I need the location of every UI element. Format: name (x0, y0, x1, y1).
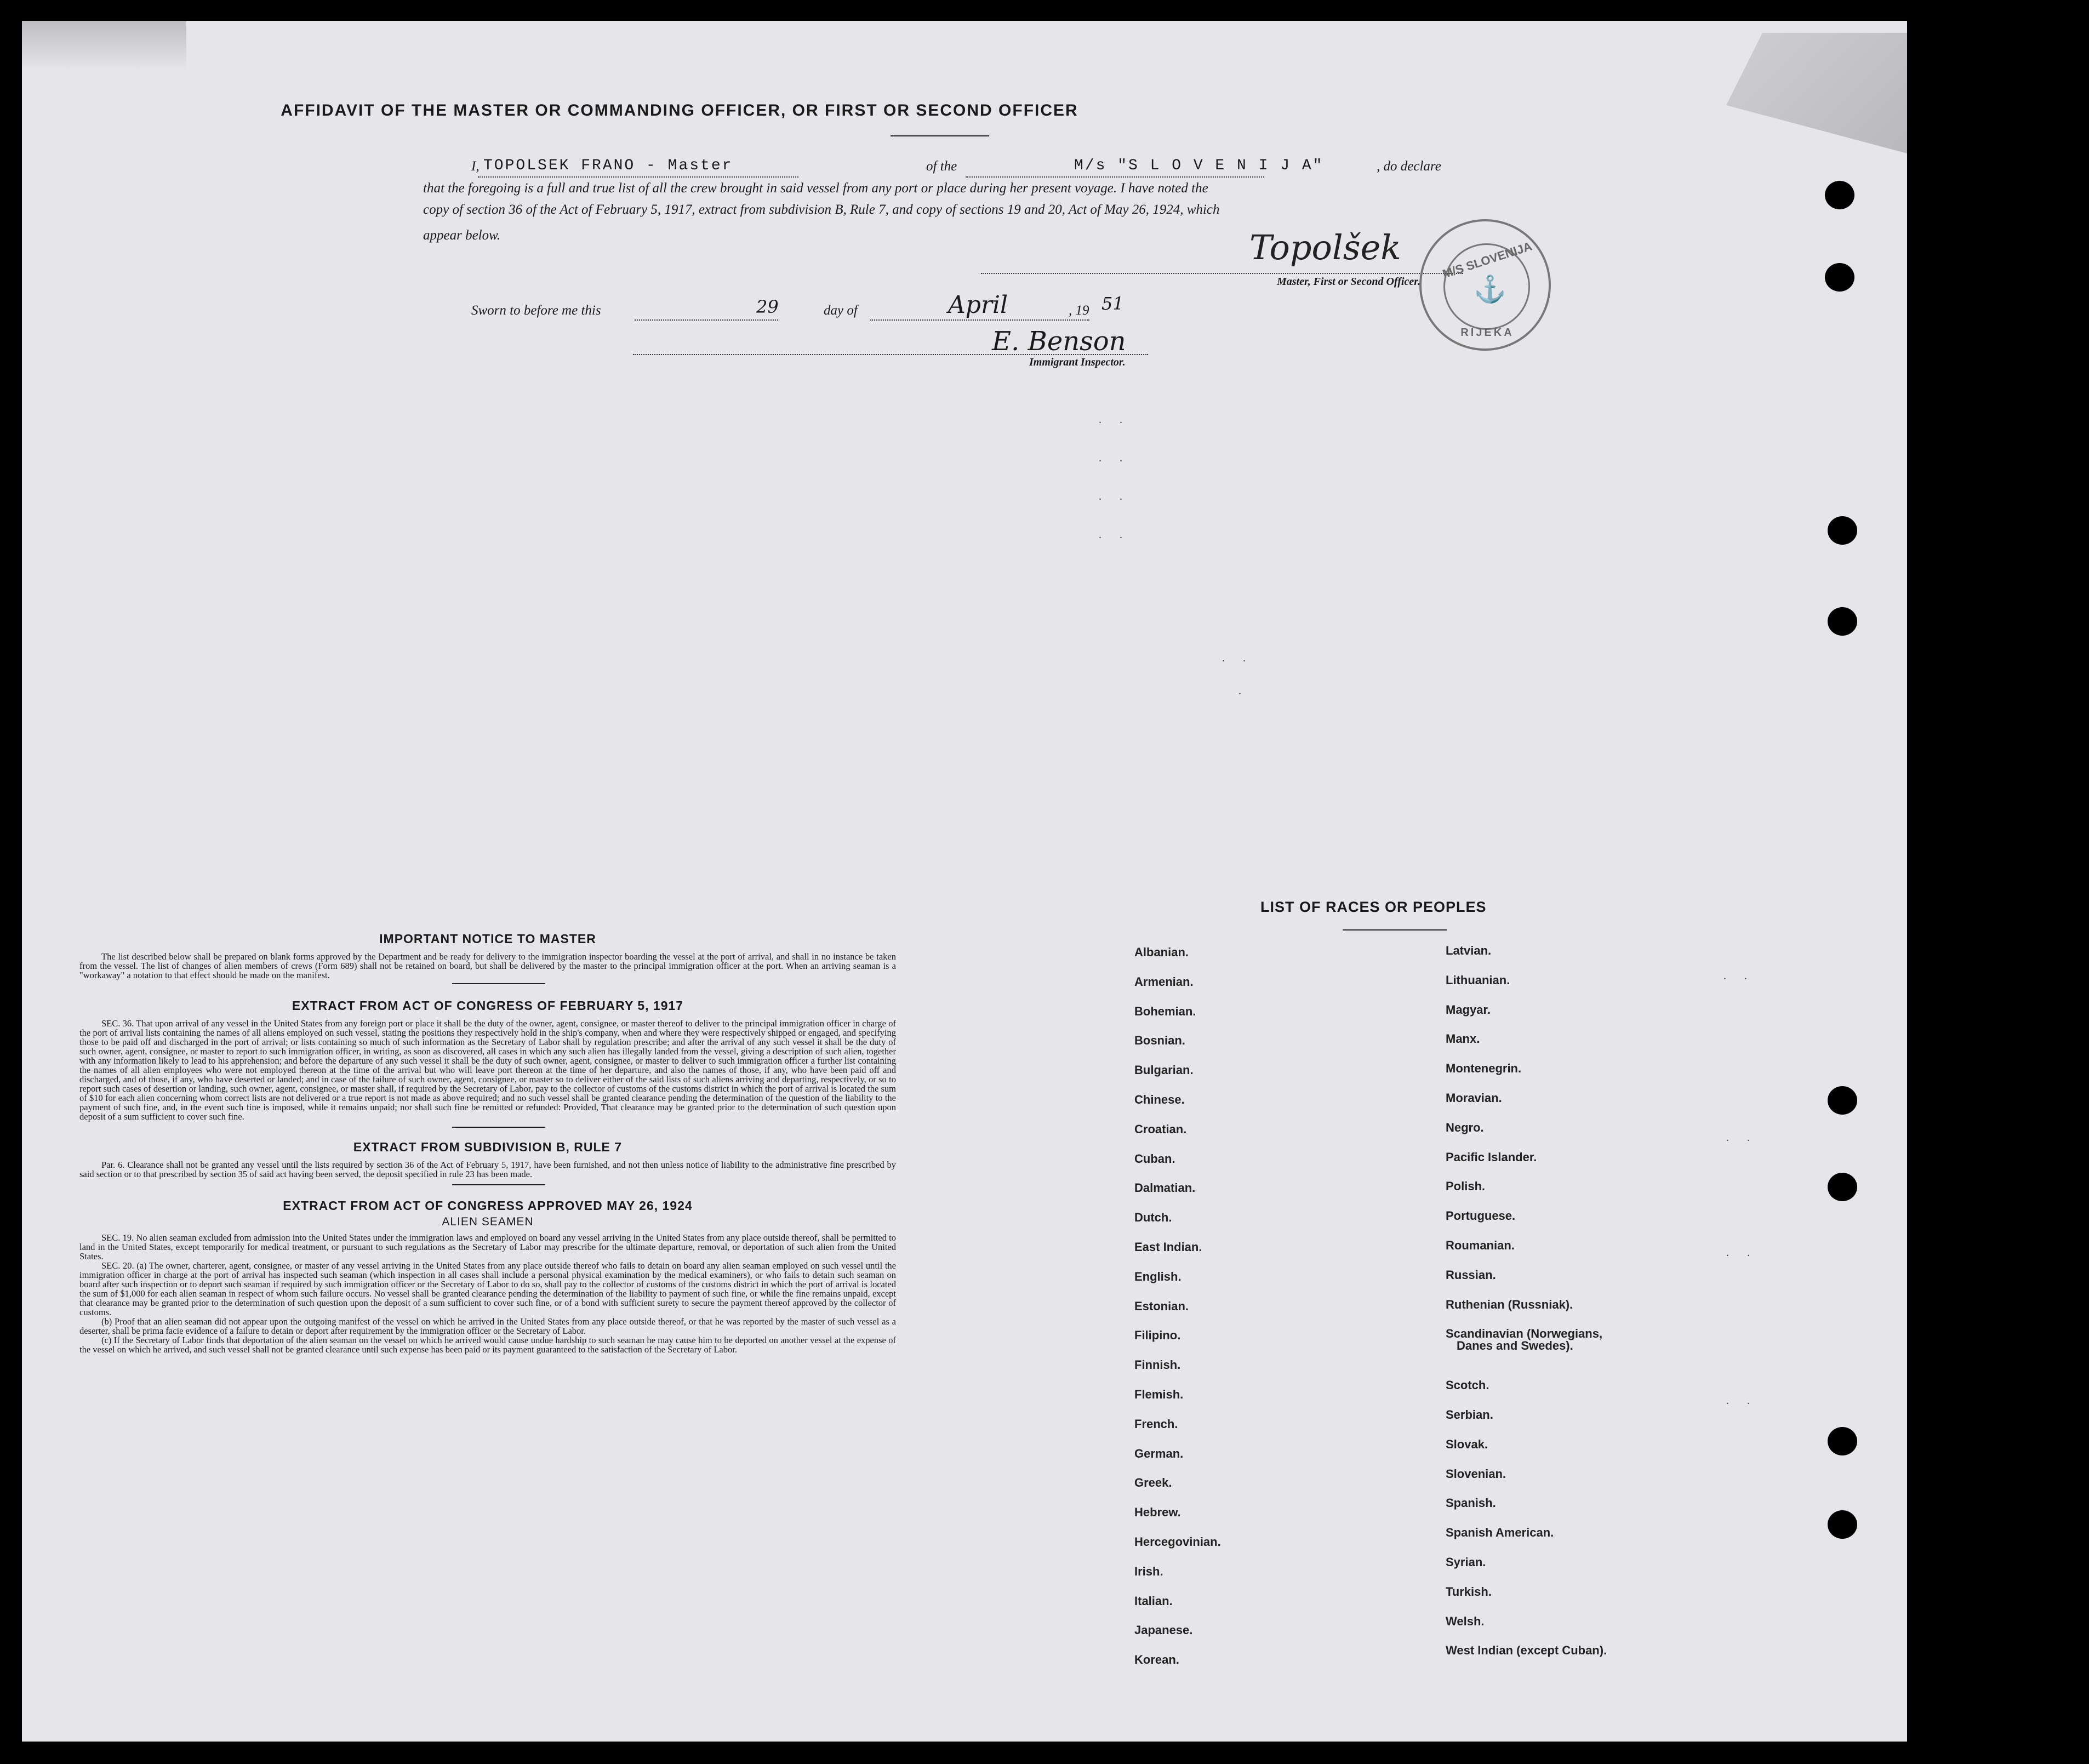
race-item: Polish. (1446, 1179, 1486, 1194)
sec36-body: SEC. 36. That upon arrival of any vessel in the United States from any foreign port or place it shall be the duty of the owner, agent, consignee, or master thereof to deliver to the principal immigration officer in charge of the port of arrival lists containing the names of all aliens employed on such vessel, stating the positions they respectively hold in the ship's company, when and where they were respectively shipped or engaged, and specifying those to be paid off and discharged in the port of arrival; or lists containing so much of such information as the Secretary of Labor shall by regulation prescribe; and after the arrival of any such vessel it shall be the duty of such owner, agent, consignee, or master to report to such immigration officer, in writing, as soon as discovered, all cases in which any such alien has illegally landed from the vessel, giving a description of such alien, together with any information likely to lead to his apprehension; and before the departure of any such vessel it shall be the duty of such owner, agent, consignee, or master to deliver to such immigration officer a further list containing the names of all alien employees who were not employed thereon at the time of the arrival but who will leave port thereon at the time of her departure, and also the names of those, if any, who have been paid off and discharged, and of those, if any, who have deserted or landed; and in case of the failure of such owner, agent, consignee, or master so to deliver either of the said lists of such aliens arriving and departing, respectively, or so to report such cases of desertion or landing, such owner, agent, consignee, or master shall, if required by the Secretary of Labor, pay to the collector of customs of the customs district in which the port of arrival is located the sum of $10 for each alien concerning whom correct lists are not delivered or a true report is not made as above required; and no such vessel shall be granted clearance pending the determination of the question of the liability to the payment of such fine, and, in the event such fine is imposed, while it remains unpaid; nor shall such fine be remitted or refunded: Provided, That clearance may be granted prior to the determination of such question upon deposit of a sum sufficient to cover such fine. (79, 1018, 896, 1122)
races-title: LIST OF RACES OR PEOPLES (1260, 899, 1487, 915)
notice-section (79, 932, 896, 1354)
affidavit-title: AFFIDAVIT OF THE MASTER OR COMMANDING OFFICER, OR FIRST OR SECOND OFFICER (281, 101, 1078, 119)
act1924-title: EXTRACT FROM ACT OF CONGRESS APPROVED MAY 26, 1924 (283, 1198, 693, 1213)
page-shadow (22, 21, 186, 70)
stray-marks: . . (1099, 452, 1130, 464)
race-item: Bulgarian. (1134, 1063, 1194, 1077)
sworn-line (471, 291, 1184, 325)
race-item: Finnish. (1134, 1358, 1181, 1372)
race-item: English. (1134, 1269, 1182, 1283)
of-the-label: of the (926, 159, 957, 174)
race-item: German. (1134, 1446, 1184, 1460)
race-item: Dutch. (1134, 1211, 1172, 1225)
race-item: Estonian. (1134, 1299, 1189, 1313)
race-item: Cuban. (1134, 1151, 1175, 1166)
sec36-title: EXTRACT FROM ACT OF CONGRESS OF FEBRUARY 5, 1917 (292, 998, 684, 1013)
race-item: Flemish. (1134, 1388, 1184, 1401)
race-item: Scotch. (1446, 1378, 1489, 1392)
stray-marks: . . (1099, 414, 1130, 426)
race-item: French. (1134, 1417, 1178, 1431)
inspector-caption: Immigrant Inspector. (1029, 356, 1126, 368)
sec36-divider (452, 1127, 545, 1128)
race-item: Montenegrin. (1446, 1061, 1522, 1076)
sec19-body: SEC. 19. No alien seaman excluded from admission into the United States under the immigration laws and employed on board any vessel arriving in the United States from any place outside thereof, shall be permitted to land in the United States, except temporarily for medical treatment, or pursuant to such regulations as the Secretary of Labor may prescribe for the ultimate departure, removal, or deportation of such alien from the United States. (79, 1232, 896, 1261)
race-item: Croatian. (1134, 1122, 1187, 1136)
stray-marks: . . (1726, 1395, 1757, 1407)
race-item: Scandinavian (Norwegians, (1446, 1327, 1603, 1341)
race-item: Negro. (1446, 1120, 1484, 1134)
notice-title: IMPORTANT NOTICE TO MASTER (379, 932, 596, 946)
race-item: Spanish. (1446, 1496, 1496, 1510)
race-item: Hebrew. (1134, 1505, 1181, 1520)
race-item: Bohemian. (1134, 1004, 1196, 1018)
race-item: Manx. (1446, 1032, 1480, 1046)
binder-hole (1828, 1510, 1857, 1539)
sworn-day: 29 (756, 296, 779, 317)
stray-marks: . . (1723, 970, 1755, 982)
sworn-year: 51 (1101, 293, 1124, 314)
race-item: Roumanian. (1446, 1238, 1515, 1252)
race-item: East Indian. (1134, 1240, 1202, 1254)
affidavit-line2: that the foregoing is a full and true list of all the crew brought in said vessel from any port or place during her present voyage. I have noted the (423, 181, 1208, 196)
sworn-prefix: Sworn to before me this (471, 303, 601, 318)
binder-hole (1828, 1427, 1857, 1455)
race-item: Syrian. (1446, 1555, 1486, 1569)
ship-stamp (1419, 219, 1551, 351)
vessel-name-dotted-line (966, 176, 1264, 178)
year-prefix: , 19 (1069, 303, 1089, 318)
race-item: Dalmatian. (1134, 1181, 1196, 1195)
notice-divider (452, 983, 545, 984)
master-name-field: TOPOLSEK FRANO - Master (483, 157, 733, 174)
race-item: Japanese. (1134, 1623, 1193, 1637)
day-of-label: day of (824, 303, 858, 318)
stray-marks: . . (1222, 652, 1253, 664)
ruleb-title: EXTRACT FROM SUBDIVISION B, RULE 7 (353, 1140, 623, 1154)
race-item: Korean. (1134, 1653, 1179, 1667)
races-title-underline (1343, 929, 1447, 930)
race-item: Danes and Swedes). (1457, 1339, 1573, 1352)
race-item: Lithuanian. (1446, 973, 1510, 987)
anchor-icon: ⚓ (1474, 275, 1506, 304)
binder-hole (1828, 516, 1857, 545)
sworn-month: April (948, 291, 1008, 319)
master-name-dotted-line (478, 176, 798, 178)
inspector-signature: E. Benson (992, 326, 1126, 357)
stamp-ship-name: M/S SLOVENIJA (1441, 239, 1534, 281)
stray-marks: . . (1099, 529, 1130, 541)
race-item: Welsh. (1446, 1614, 1485, 1628)
race-item: Moravian. (1446, 1091, 1502, 1105)
race-item: Magyar. (1446, 1002, 1491, 1017)
race-item: West Indian (except Cuban). (1446, 1643, 1607, 1658)
race-item: Filipino. (1134, 1328, 1181, 1343)
binder-hole (1825, 181, 1854, 209)
stray-marks: . . (1726, 1132, 1757, 1144)
race-item: Slovak. (1446, 1437, 1488, 1451)
line1-prefix: I, (471, 159, 480, 174)
stray-marks: . . (1099, 490, 1130, 503)
stray-marks: . (1238, 685, 1249, 697)
stray-marks: . . (1726, 1247, 1757, 1259)
binder-hole (1828, 1173, 1857, 1201)
affidavit-line3: copy of section 36 of the Act of February 5, 1917, extract from subdivision B, Rule 7, and copy of sections 19 and 20, Act of May 26, 1924, which (423, 202, 1220, 217)
binder-hole (1828, 607, 1857, 636)
sec20-body: SEC. 20. (a) The owner, charterer, agent, consignee, or master of any vessel arriving in the United States from any place outside thereof who fails to detain on board any alien seaman employed on such vessel until the immigration officer in charge at the port of arrival has inspected such seaman (which inspection in all cases shall include a personal physical examination by the medical examiners), or who fails to detain such seaman on board after such inspection or to deport such seaman if required by such immigration officer or the Secretary of Labor to do so, shall pay to the collector of customs of the customs district in which the port of arrival is located the sum of $1,000 for each alien seaman in respect of whom such failure occurs. No vessel shall be granted clearance pending the determination of the liability to payment of such fine, or while the fine remains unpaid, except that clearance may be granted prior to the determination of such question upon the deposit of a sum sufficient to cover such fine, or of a bond with sufficient surety to secure the payment thereof approved by the collector of customs. (79, 1260, 896, 1317)
race-item: Albanian. (1134, 945, 1189, 959)
master-signature: Topolšek (1249, 227, 1401, 267)
race-item: Spanish American. (1446, 1526, 1554, 1540)
race-item: Russian. (1446, 1268, 1496, 1282)
affidavit-line1 (423, 159, 1464, 178)
race-item: Irish. (1134, 1564, 1163, 1578)
race-item: Greek. (1134, 1476, 1172, 1490)
master-signature-line (981, 273, 1463, 274)
stamp-port: RIJEKA (1460, 327, 1514, 339)
sworn-month-dotted-line (870, 319, 1089, 321)
binder-hole (1828, 1086, 1857, 1115)
do-declare-label: , do declare (1377, 159, 1441, 174)
notice-body: The list described below shall be prepared on blank forms approved by the Department and be ready for delivery to the immigration inspector boarding the vessel at the port of arrival, and shall in no instance be taken from the vessel. The list of changes of alien members of crews (Form 689) shall not be retained on board, but shall be delivered by the master to the principal immigration officer at the port. When an arriving seaman is a "workaway" a notation to that effect should be made on the manifest. (79, 951, 896, 980)
race-item: Portuguese. (1446, 1209, 1516, 1223)
document-page (22, 21, 1907, 1742)
sworn-day-dotted-line (635, 319, 778, 321)
race-item: Armenian. (1134, 974, 1194, 989)
race-item: Italian. (1134, 1594, 1173, 1608)
race-item: Turkish. (1446, 1584, 1492, 1599)
race-item: Hercegovinian. (1134, 1535, 1221, 1549)
binder-hole (1825, 263, 1854, 292)
sec20b-body: (b) Proof that an alien seaman did not appear upon the outgoing manifest of the vessel on which he arrived in the United States from any place outside thereof, or that he was reported by the master of such vessel as a deserter, shall be prima facie evidence of a failure to detain or deport after requirement by the immigration officer or the Secretary of Labor. (79, 1316, 896, 1336)
ruleb-divider (452, 1184, 545, 1185)
title-underline (891, 135, 989, 136)
ruleb-body: Par. 6. Clearance shall not be granted any vessel until the lists required by section 36 of the Act of February 5, 1917, have been furnished, and not then unless notice of liability to the administrative fine prescribed by said section or to that prescribed by section 35 of said act having been served, the deposit specified in rule 23 has been made. (79, 1160, 896, 1179)
race-item: Pacific Islander. (1446, 1150, 1537, 1164)
race-item: Serbian. (1446, 1408, 1493, 1422)
race-item: Ruthenian (Russniak). (1446, 1297, 1573, 1311)
race-item: Bosnian. (1134, 1034, 1185, 1048)
affidavit-line4: appear below. (423, 228, 501, 243)
act1924-subtitle: ALIEN SEAMEN (442, 1215, 534, 1228)
sec20c-body: (c) If the Secretary of Labor finds that deportation of the alien seaman on the vessel on which he arrived would cause undue hardship to such seaman he may cause him to be deported on another vessel at the expense of the vessel on which he arrived, and such vessel shall not be granted clearance until such expense has been paid or its payment guaranteed to the satisfaction of the Secretary of Labor. (79, 1335, 896, 1355)
race-item: Latvian. (1446, 944, 1492, 957)
vessel-name-field: M/s "S L O V E N I J A" (1074, 157, 1324, 174)
race-item: Slovenian. (1446, 1466, 1506, 1481)
master-signature-caption: Master, First or Second Officer. (1277, 276, 1420, 288)
race-item: Chinese. (1134, 1093, 1185, 1106)
